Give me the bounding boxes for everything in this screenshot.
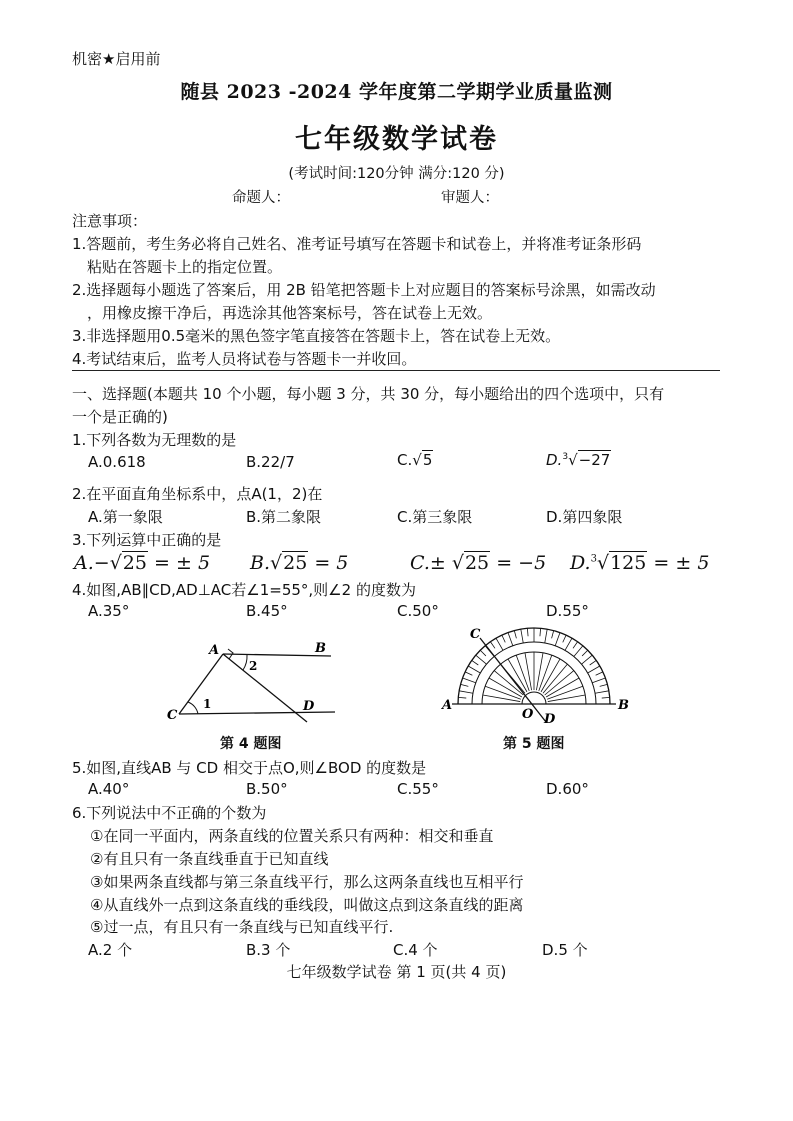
- q6-statement: ④从直线外一点到这条直线的垂线段，叫做这点到这条直线的距离: [90, 896, 524, 914]
- q3-option-c: C.± √25 = −5: [410, 552, 547, 574]
- figure-5-protractor: [440, 624, 630, 726]
- q5-option-d: D.60°: [546, 780, 589, 798]
- protractor-tick: [596, 672, 603, 675]
- q6-statement: ③如果两条直线都与第三条直线平行，那么这两条直线也互相平行: [90, 873, 524, 891]
- q5-option-b: B.50°: [246, 780, 288, 798]
- label-o: O: [522, 707, 534, 722]
- note-line: 4.考试结束后，监考人员将试卷与答题卡一并收回。: [72, 350, 417, 368]
- protractor-tick: [573, 642, 578, 649]
- label-b: B: [315, 641, 326, 656]
- note-line: 粘贴在答题卡上的指定位置。: [87, 258, 283, 276]
- protractor-ray: [489, 678, 522, 697]
- line-ad: [223, 654, 307, 722]
- page-title: 七年级数学试卷: [295, 124, 498, 155]
- confidential-label: 机密★启用前: [72, 50, 161, 68]
- protractor-ray: [548, 695, 585, 702]
- angle-1-label: 1: [203, 697, 212, 711]
- protractor-tick: [545, 629, 547, 643]
- angle-2-label: 2: [249, 659, 258, 673]
- notes-heading: 注意事项：: [72, 212, 148, 230]
- protractor-tick: [480, 650, 486, 656]
- label-b: B: [618, 698, 629, 713]
- q6-option-d: D.5 个: [542, 941, 588, 959]
- label-d: D: [303, 699, 315, 714]
- protractor-tick: [590, 660, 597, 665]
- q5-option-a: A.40°: [88, 780, 130, 798]
- note-line: 1.答题前，考生务必将自己姓名、准考证号填写在答题卡和试卷上，并将准考证条形码: [72, 235, 642, 253]
- note-line: 2.选择题每小题选了答案后，用 2B 铅笔把答题卡上对应题目的答案标号涂黑，如需改动: [72, 281, 656, 299]
- protractor-tick: [592, 678, 605, 683]
- protractor-tick: [468, 666, 480, 673]
- protractor-tick: [459, 691, 473, 693]
- protractor-ray: [536, 653, 543, 690]
- question-6-stem: 6.下列说法中不正确的个数为: [72, 804, 267, 822]
- protractor-tick: [461, 684, 469, 686]
- q1-option-c: C.√5: [397, 451, 433, 469]
- protractor-tick: [563, 635, 566, 642]
- q6-option-b: B.3 个: [246, 941, 291, 959]
- protractor-tick: [581, 655, 592, 664]
- q4-option-c: C.50°: [397, 602, 439, 620]
- q4-option-d: D.55°: [546, 602, 589, 620]
- q1-option-a: A.0.618: [88, 453, 146, 471]
- note-line: ，用橡皮擦干净后，再选涂其他答案标号，答在试卷上无效。: [87, 304, 493, 322]
- protractor-tick: [588, 666, 600, 673]
- q1-option-b: B.22/7: [246, 453, 295, 471]
- protractor-tick: [574, 646, 583, 657]
- protractor-tick: [600, 684, 608, 686]
- protractor-tick: [514, 631, 516, 639]
- q2-option-d: D.第四象限: [546, 508, 623, 526]
- section-instructions: 一、选择题(本题共 10 个小题，每小题 3 分，共 30 分，每小题给出的四个选项中，只有: [72, 385, 665, 403]
- protractor-tick: [508, 633, 513, 646]
- note-line: 3.非选择题用0.5毫米的黑色签字笔直接答在答题卡上，答在试卷上无效。: [72, 327, 561, 345]
- q3-option-d: D.$^3$√125 = ± 5: [570, 552, 710, 574]
- q6-statement: ①在同一平面内，两条直线的位置关系只有两种：相交和垂直: [90, 827, 494, 845]
- protractor-tick: [472, 660, 479, 665]
- protractor-tick: [463, 678, 476, 683]
- angle-1-arc: [188, 702, 198, 714]
- figure-4-diagram: [165, 632, 345, 724]
- line-cd: [480, 638, 546, 722]
- exam-header: 随县 2023 -2024 学年度第二学期学业质量监测: [180, 81, 613, 103]
- protractor-arc: [522, 692, 546, 704]
- protractor-tick: [540, 628, 541, 636]
- label-d: D: [544, 712, 556, 726]
- protractor-tick: [490, 642, 495, 649]
- label-a: A: [442, 698, 453, 713]
- protractor-tick: [458, 697, 466, 698]
- question-5-stem: 5.如图,直线AB 与 CD 相交于点O,则∠BOD 的度数是: [72, 759, 427, 777]
- protractor-tick: [521, 629, 523, 643]
- protractor-tick: [527, 628, 528, 636]
- q6-option-c: C.4 个: [393, 941, 438, 959]
- q2-option-c: C.第三象限: [397, 508, 473, 526]
- protractor-tick: [595, 691, 609, 693]
- figure-4-caption: 第 4 题图: [220, 736, 282, 752]
- protractor-tick: [476, 655, 487, 664]
- protractor-ray: [541, 659, 560, 692]
- protractor-ray: [508, 659, 527, 692]
- q3-option-a: A.−√25 = ± 5: [74, 552, 211, 574]
- reviewer-label: 审题人：: [441, 190, 499, 206]
- q2-option-b: B.第二象限: [246, 508, 322, 526]
- q2-option-a: A.第一象限: [88, 508, 163, 526]
- question-4-stem: 4.如图,AB∥CD,AD⊥AC若∠1=55°,则∠2 的度数为: [72, 581, 416, 599]
- q6-statement: ②有且只有一条直线垂直于已知直线: [90, 850, 329, 868]
- line-ac: [179, 654, 223, 714]
- protractor-ray: [525, 653, 532, 690]
- protractor-tick: [496, 638, 503, 650]
- divider: [72, 370, 720, 371]
- protractor-tick: [465, 672, 472, 675]
- label-a: A: [209, 643, 220, 658]
- q6-statement: ⑤过一点，有且只有一条直线与已知直线平行.: [90, 918, 394, 936]
- question-3-stem: 3.下列运算中正确的是: [72, 531, 222, 549]
- setter-label: 命题人：: [232, 190, 290, 206]
- protractor-tick: [552, 631, 554, 639]
- protractor-tick: [582, 650, 588, 656]
- label-c: C: [470, 627, 481, 642]
- q1-option-d: D.$^3$√−27: [546, 451, 611, 469]
- protractor-tick: [502, 635, 505, 642]
- q3-option-b: B.√25 = 5: [250, 552, 349, 574]
- question-1-stem: 1.下列各数为无理数的是: [72, 431, 237, 449]
- angle-2-arc: [243, 655, 247, 670]
- q6-option-a: A.2 个: [88, 941, 133, 959]
- protractor-tick: [555, 633, 560, 646]
- label-c: C: [167, 708, 178, 723]
- q4-option-b: B.45°: [246, 602, 288, 620]
- protractor-tick: [602, 697, 610, 698]
- question-2-stem: 2.在平面直角坐标系中，点A(1，2)在: [72, 485, 323, 503]
- protractor-ray: [546, 678, 579, 697]
- page-footer: 七年级数学试卷 第 1 页(共 4 页): [286, 963, 507, 981]
- figure-5-caption: 第 5 题图: [503, 736, 565, 752]
- protractor-ray: [483, 695, 520, 702]
- section-instructions-cont: 一个是正确的): [72, 408, 168, 426]
- q4-option-a: A.35°: [88, 602, 130, 620]
- protractor-tick: [565, 638, 572, 650]
- q5-option-c: C.55°: [397, 780, 439, 798]
- exam-info: (考试时间:120分钟 满分:120 分): [288, 166, 505, 182]
